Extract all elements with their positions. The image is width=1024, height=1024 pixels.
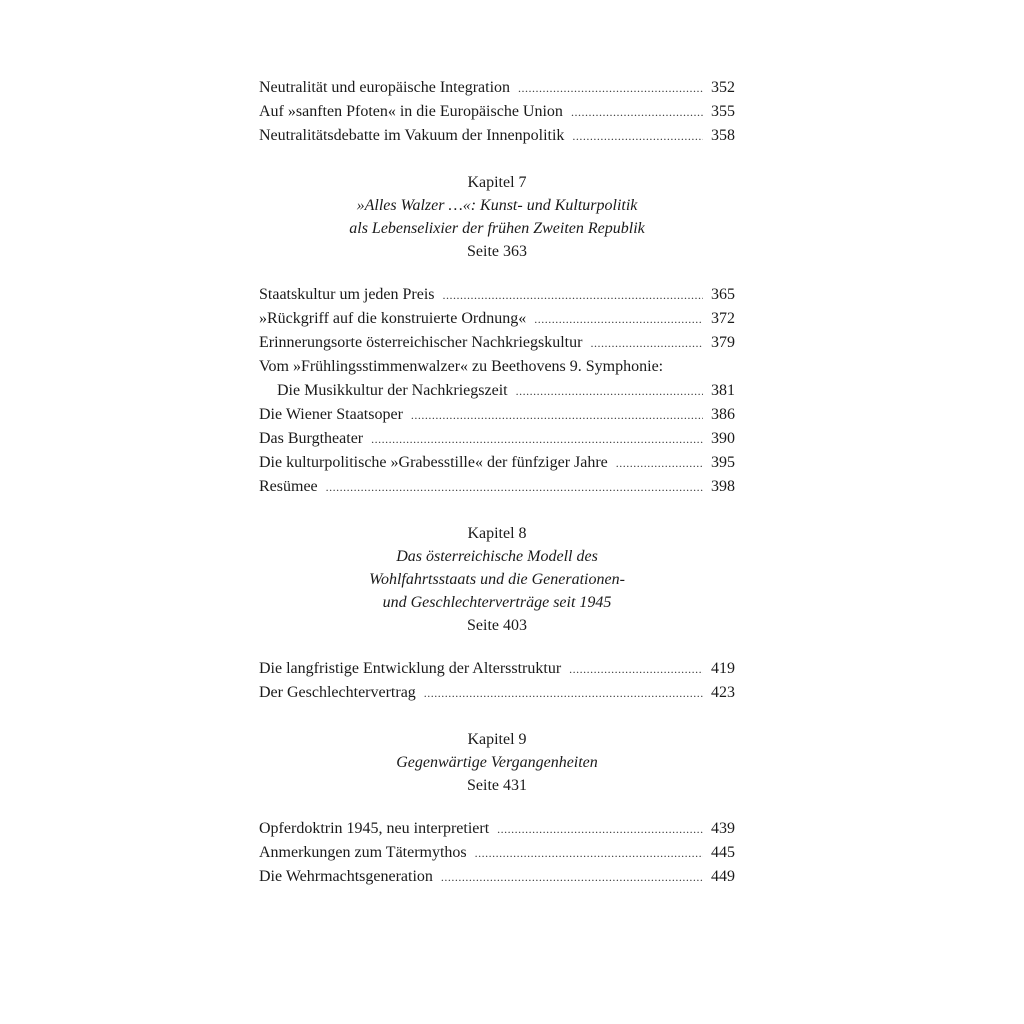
dot-leader <box>569 657 703 681</box>
toc-entry <box>259 657 735 681</box>
toc-entry <box>259 841 735 865</box>
toc-entry-title: Das Burgtheater <box>259 430 364 447</box>
toc-entry-page: 395 <box>711 454 735 471</box>
chapter-label: Kapitel 8 <box>467 525 527 542</box>
toc-entry-page: 386 <box>711 406 735 423</box>
toc-entry-title: Der Geschlechtervertrag <box>259 684 416 701</box>
toc-entry-page: 365 <box>711 286 735 303</box>
toc-entry-title: Resümee <box>259 478 318 495</box>
chapter-heading-8 <box>259 522 735 637</box>
toc-entry-title: Erinnerungsorte österreichischer Nachkriegskultur <box>259 334 583 351</box>
toc-entry-page: 445 <box>711 844 735 861</box>
chapter-page-label: Seite 403 <box>467 617 527 634</box>
toc-entry-title: Staatskultur um jeden Preis <box>259 286 435 303</box>
chapter-subtitle-line: Gegenwärtige Vergangenheiten <box>396 754 598 771</box>
toc-section-chapter-9 <box>259 817 735 889</box>
toc-entry <box>259 307 735 331</box>
chapter-label: Kapitel 9 <box>467 731 527 748</box>
toc-entry <box>259 427 735 451</box>
toc-entry-page: 355 <box>711 103 735 120</box>
toc-entry <box>259 379 735 403</box>
toc-section-chapter-7 <box>259 283 735 499</box>
chapter-label: Kapitel 7 <box>467 174 527 191</box>
toc-entry-page: 381 <box>711 382 735 399</box>
dot-leader <box>371 427 703 451</box>
toc-entry-page: 423 <box>711 684 735 701</box>
chapter-heading-7 <box>259 171 735 263</box>
dot-leader <box>441 865 703 889</box>
chapter-subtitle-line: als Lebenselixier der frühen Zweiten Republik <box>349 220 645 237</box>
toc-entry-page: 390 <box>711 430 735 447</box>
toc-entry <box>259 865 735 889</box>
dot-leader <box>497 817 703 841</box>
toc-entry <box>259 681 735 705</box>
toc-entry <box>259 331 735 355</box>
toc-entry-title: Vom »Frühlingsstimmenwalzer« zu Beethovens 9. Symphonie: <box>259 358 664 375</box>
chapter-subtitle-line: Wohlfahrtsstaats und die Generationen- <box>369 571 625 588</box>
toc-entry-page: 358 <box>711 127 735 144</box>
toc-entry-page: 379 <box>711 334 735 351</box>
dot-leader <box>424 681 703 705</box>
table-of-contents <box>259 76 735 889</box>
toc-entry-title: Die kulturpolitische »Grabesstille« der fünfziger Jahre <box>259 454 608 471</box>
toc-entry-page: 398 <box>711 478 735 495</box>
dot-leader <box>534 307 703 331</box>
toc-entry <box>259 475 735 499</box>
toc-entry-title: »Rückgriff auf die konstruierte Ordnung« <box>259 310 527 327</box>
toc-entry <box>259 403 735 427</box>
toc-entry-page: 352 <box>711 79 735 96</box>
toc-entry-title: Anmerkungen zum Tätermythos <box>259 844 467 861</box>
chapter-subtitle-line: und Geschlechterverträge seit 1945 <box>382 594 612 611</box>
toc-entry <box>259 283 735 307</box>
toc-entry-title: Die Wehrmachtsgeneration <box>259 868 433 885</box>
dot-leader <box>326 475 703 499</box>
toc-section-intro <box>259 76 735 148</box>
toc-entry-title: Opferdoktrin 1945, neu interpretiert <box>259 820 490 837</box>
toc-entry-title: Die Musikkultur der Nachkriegszeit <box>277 382 508 399</box>
toc-entry-title: Neutralität und europäische Integration <box>259 79 511 96</box>
toc-entry <box>259 100 735 124</box>
chapter-heading-9 <box>259 728 735 797</box>
toc-entry-page: 449 <box>711 868 735 885</box>
toc-entry-page: 419 <box>711 660 735 677</box>
dot-leader <box>411 403 703 427</box>
toc-entry <box>259 817 735 841</box>
toc-entry-title: Auf »sanften Pfoten« in die Europäische Union <box>259 103 563 120</box>
dot-leader <box>475 841 703 865</box>
dot-leader <box>590 331 703 355</box>
toc-entry <box>259 451 735 475</box>
chapter-subtitle-line: Das österreichische Modell des <box>396 548 598 565</box>
chapter-page-label: Seite 363 <box>467 243 527 260</box>
toc-entry-title: Neutralitätsdebatte im Vakuum der Innenpolitik <box>259 127 565 144</box>
toc-entry-title: Die Wiener Staatsoper <box>259 406 403 423</box>
toc-entry <box>259 124 735 148</box>
toc-entry <box>259 76 735 100</box>
toc-entry <box>259 355 735 379</box>
toc-entry-title: Die langfristige Entwicklung der Altersstruktur <box>259 660 562 677</box>
toc-entry-page: 372 <box>711 310 735 327</box>
dot-leader <box>571 100 703 124</box>
toc-section-chapter-8 <box>259 657 735 705</box>
chapter-page-label: Seite 431 <box>467 777 527 794</box>
toc-entry-page: 439 <box>711 820 735 837</box>
dot-leader <box>572 124 703 148</box>
dot-leader <box>518 76 703 100</box>
dot-leader <box>516 379 703 403</box>
dot-leader <box>616 451 703 475</box>
dot-leader <box>443 283 703 307</box>
chapter-subtitle-line: »Alles Walzer …«: Kunst- und Kulturpolitik <box>356 197 638 214</box>
